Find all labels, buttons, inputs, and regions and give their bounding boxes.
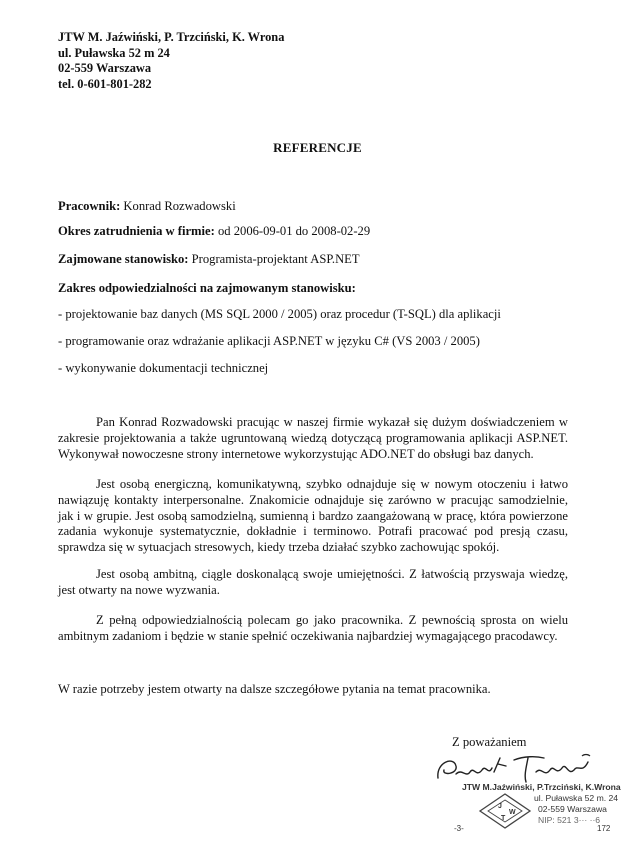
body-paragraph: [58, 477, 568, 556]
duty-item: - wykonywanie dokumentacji technicznej: [58, 361, 269, 375]
body-paragraph: [58, 567, 568, 599]
stamp-mark-right: 172: [597, 824, 611, 833]
regards-line: Z poważaniem: [452, 735, 527, 749]
sender-company: JTW M. Jaźwiński, P. Trzciński, K. Wrona: [58, 30, 285, 44]
sender-phone: tel. 0-601-801-282: [58, 76, 152, 91]
sender-street: ul. Puławska 52 m 24: [58, 45, 170, 60]
paragraph-text: Jest osobą ambitną, ciągle doskonalącą swoje umiejętności. Z łatwością przyswaja wiedzę, jest otwarty na nowe wyzwania.: [58, 567, 568, 597]
employment-period-field: [58, 224, 370, 239]
duties-heading-text: Zakres odpowiedzialności na zajmowanym stanowisku:: [58, 281, 356, 295]
sender-address-block: [58, 30, 284, 92]
employment-period-value: od 2006-09-01 do 2008-02-29: [217, 224, 371, 238]
position-field: [58, 252, 360, 267]
position-value: Programista-projektant ASP.NET: [191, 252, 360, 266]
duty-item: - programowanie oraz wdrażanie aplikacji ASP.NET w języku C# (VS 2003 / 2005): [58, 334, 480, 348]
sender-city: 02-559 Warszawa: [58, 61, 152, 76]
paragraph-text: Z pełną odpowiedzialnością polecam go jako pracownika. Z pewnością sprosta on wielu ambitnym zadaniom i będzie w stanie spełnić oczekiwania najbardziej wymagającego pracodawcy.: [58, 613, 568, 643]
body-paragraph: [58, 613, 568, 645]
document-title: REFERENCJE: [273, 140, 362, 155]
employee-value: Konrad Rozwadowski: [123, 199, 236, 213]
svg-text:J: J: [498, 803, 502, 810]
stamp-nip: NIP: 521 3··· ··6: [538, 815, 601, 825]
closing-line: W razie potrzeby jestem otwarty na dalsze szczegółowe pytania na temat pracownika.: [58, 682, 491, 696]
company-logo-icon: [478, 792, 532, 830]
svg-text:T: T: [501, 815, 506, 822]
stamp-street: ul. Puławska 52 m. 24: [534, 793, 619, 803]
paragraph-text: Pan Konrad Rozwadowski pracując w naszej firmie wykazał się dużym doświadczeniem w zakresie projektowania a także ugruntowaną wiedzą dotyczącą programowania aplikacji ASP.NET. Wykonywał nowoczesne strony internetowe wykorzystując ADO.NET do obsługi baz danych.: [58, 415, 568, 461]
employee-field: [58, 199, 236, 214]
company-stamp: [452, 782, 621, 837]
svg-text:W: W: [509, 809, 516, 816]
employee-label: Pracownik:: [58, 199, 121, 213]
duties-heading: [58, 281, 356, 296]
position-label: Zajmowane stanowisko:: [58, 252, 189, 266]
stamp-mark-left: -3-: [454, 824, 464, 833]
paragraph-text: Jest osobą energiczną, komunikatywną, szybko odnajduje się w nowym otoczeniu i łatwo nawiązuję kontakty interpersonalne. Znakomicie odnajduje się zarówno w pracując samodzielnie, jak i w grupie. Jest osobą samodzielną, sumienną i bardzo zaangażowaną w pracę, która powierzone zadania wykonuje systematycznie, dokładnie i terminowo. Potrafi pracować pod presją czasu, sprawdza się w sytuacjach stresowych, kiedy trzeba działać szybko zachowując spokój.: [58, 477, 568, 555]
stamp-city: 02-559 Warszawa: [538, 804, 607, 814]
duty-item: - projektowanie baz danych (MS SQL 2000 / 2005) oraz procedur (T-SQL) dla aplikacji: [58, 307, 501, 321]
stamp-company: JTW M.Jaźwiński, P.Trzciński, K.Wrona: [462, 782, 621, 792]
employment-period-label: Okres zatrudnienia w firmie:: [58, 224, 215, 238]
body-paragraph: [58, 415, 568, 462]
